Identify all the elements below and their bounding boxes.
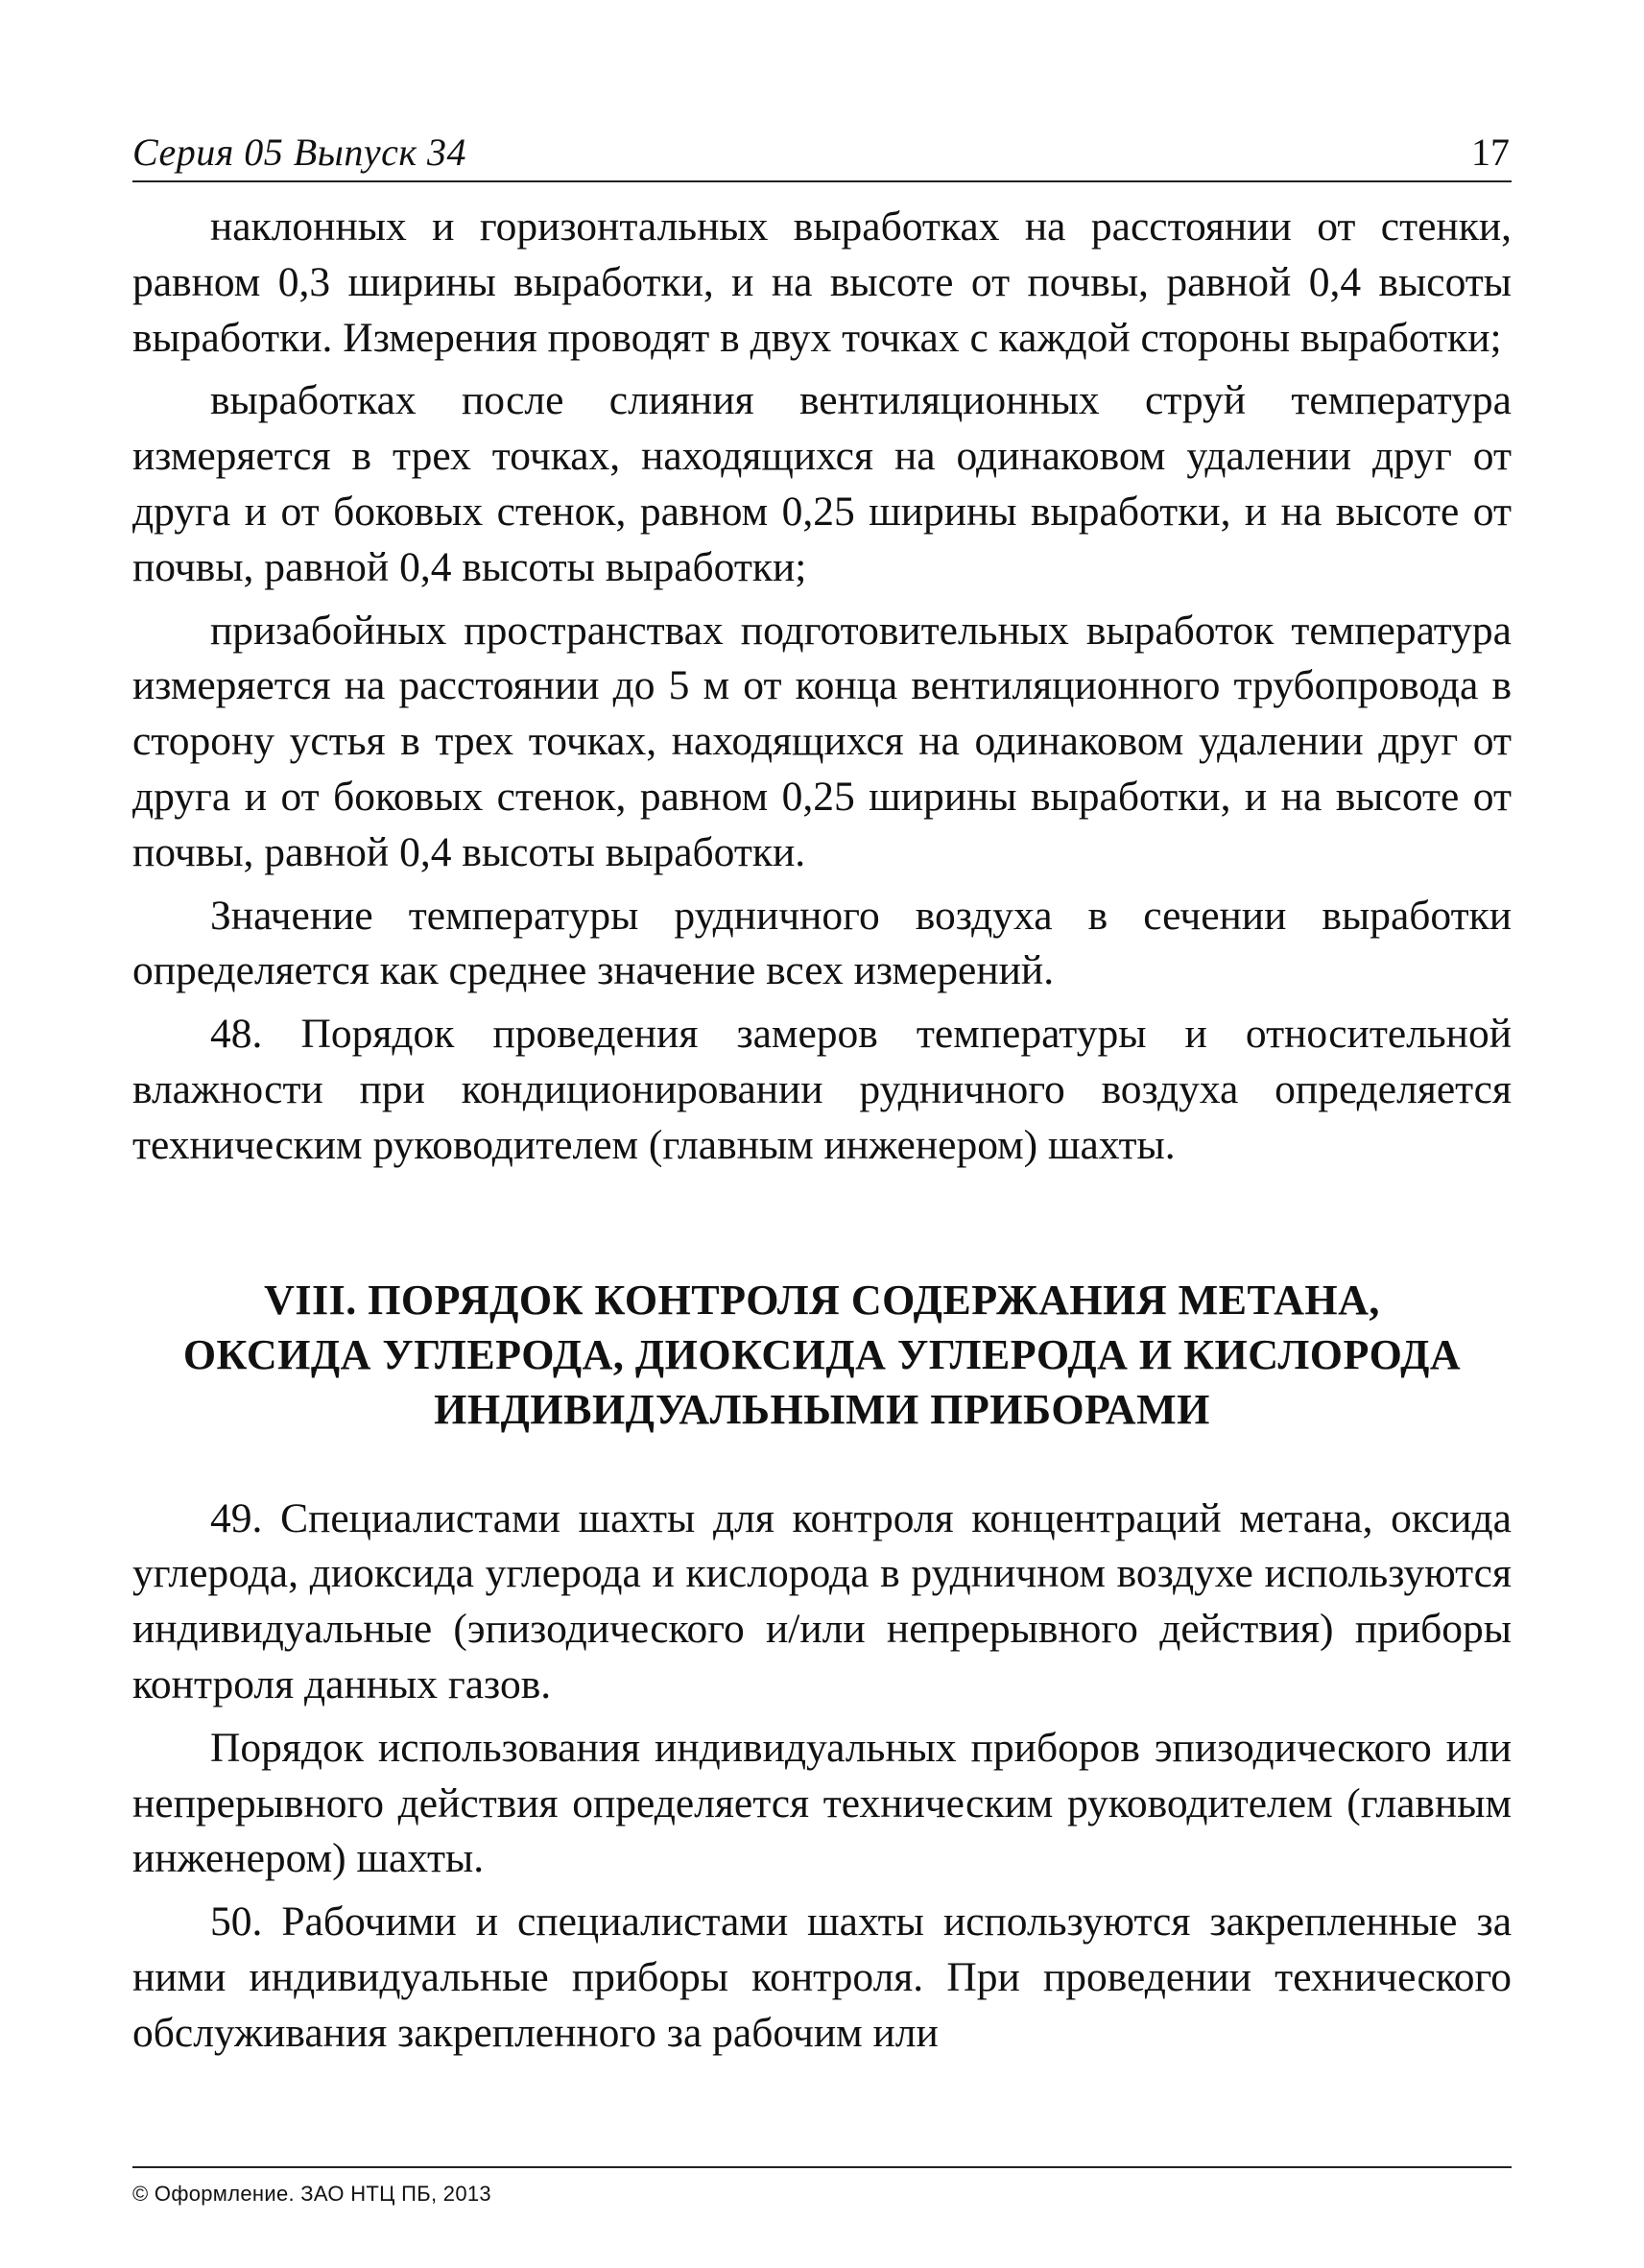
page-number: 17 — [1471, 131, 1510, 174]
paragraph: выработках после слияния вентиляционных струй температура измеряется в трех точках, находящихся на одинаковом удалении друг от друга и от боковых стенок, равном 0,25 ширины выработки, и на высоте от почвы, равной 0,4 высоты выработки; — [132, 377, 1512, 590]
section-title — [132, 1273, 1512, 1437]
section-title-line: VIII. ПОРЯДОК КОНТРОЛЯ СОДЕРЖАНИЯ МЕТАНА, — [264, 1276, 1380, 1324]
paragraph: 50. Рабочими и специалистами шахты используются закрепленные за ними индивидуальные приборы контроля. При проведении технического обслуживания закрепленного за рабочим или — [132, 1898, 1512, 2056]
paragraph: 49. Специалистами шахты для контроля концентраций метана, оксида углерода, диоксида углерода и кислорода в рудничном воздухе используются индивидуальные (эпизодического и/или непрерывного действия) приборы контроля данных газов. — [132, 1494, 1512, 1707]
paragraph: призабойных пространствах подготовительных выработок температура измеряется на расстоянии до 5 м от конца вентиляционного трубопровода в сторону устья в трех точках, находящихся на одинаковом удалении друг от друга и от боковых стенок, равном 0,25 ширины выработки, и на высоте от почвы, равной 0,4 высоты выработки. — [132, 607, 1512, 875]
section-title-line: ИНДИВИДУАЛЬНЫМИ ПРИБОРАМИ — [434, 1385, 1210, 1433]
paragraph: Порядок использования индивидуальных приборов эпизодического или непрерывного действия определяется техническим руководителем (главным инженером) шахты. — [132, 1724, 1512, 1882]
paragraph: 48. Порядок проведения замеров температуры и относительной влажности при кондиционировании рудничного воздуха определяется техническим руководителем (главным инженером) шахты. — [132, 1011, 1512, 1168]
body-text — [132, 200, 1512, 2069]
paragraph: наклонных и горизонтальных выработках на расстоянии от стенки, равном 0,3 ширины выработки, и на высоте от почвы, равной 0,4 высоты выработки. Измерения проводят в двух точках с каждой стороны выработки; — [132, 203, 1512, 361]
copyright-notice: © Оформление. ЗАО НТЦ ПБ, 2013 — [132, 2182, 491, 2206]
document-page — [132, 0, 1512, 2268]
series-label: Серия 05 Выпуск 34 — [132, 131, 467, 174]
footer — [132, 2166, 1512, 2207]
paragraph: Значение температуры рудничного воздуха в сечении выработки определяется как среднее значение всех измерений. — [132, 892, 1512, 994]
running-header — [132, 123, 1512, 182]
section-title-line: ОКСИДА УГЛЕРОДА, ДИОКСИДА УГЛЕРОДА И КИСЛОРОДА — [182, 1330, 1462, 1378]
